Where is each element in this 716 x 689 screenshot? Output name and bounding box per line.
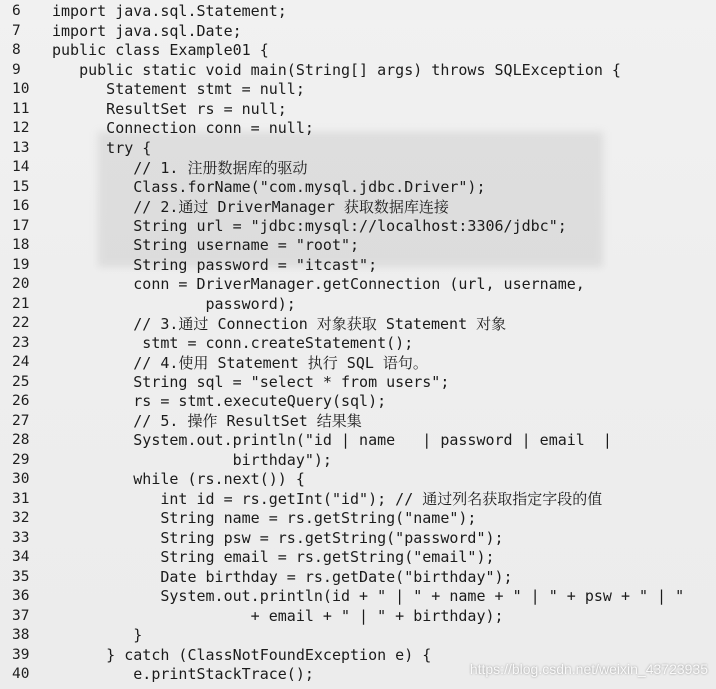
line-number: 28 [12,432,30,448]
code-text: String name = rs.getString("name"); [52,509,477,527]
line-number: 17 [12,217,30,234]
line-number: 20 [12,276,30,292]
line-number: 30 [12,471,30,487]
line-number: 35 [12,568,30,585]
line-number: 39 [12,646,30,663]
code-text: stmt = conn.createStatement(); [52,333,414,352]
code-text: Date birthday = rs.getDate("birthday"); [52,567,513,586]
line-number: 25 [12,373,30,390]
line-number: 14 [12,159,30,175]
line-number: 21 [12,295,30,312]
code-text: import java.sql.Date; [52,21,242,40]
code-text: ResultSet rs = null; [52,99,287,118]
line-number: 24 [12,354,30,370]
line-number: 38 [12,627,30,643]
code-text: e.printStackTrace(); [52,665,314,683]
line-number: 32 [12,510,30,526]
line-number: 29 [12,451,30,468]
line-number: 23 [12,334,30,351]
line-number: 12 [12,120,30,136]
code-text: // 3.通过 Connection 对象获取 Statement 对象 [52,314,507,333]
line-number: 26 [12,393,30,409]
line-number: 15 [12,178,30,195]
line-number: 19 [12,256,30,273]
line-number: 22 [12,315,30,331]
code-text: password); [52,294,296,313]
code-text: String psw = rs.getString("password"); [52,528,504,547]
code-text: conn = DriverManager.getConnection (url, username, [52,275,585,293]
code-text: birthday"); [52,450,332,469]
line-number: 36 [12,588,30,604]
line-number: 7 [12,22,21,39]
line-number: 13 [12,139,30,156]
line-number: 27 [12,412,30,429]
code-text: System.out.println("id | name | password | email | [52,431,612,449]
line-number: 6 [12,3,21,19]
code-text: // 2.通过 DriverManager 获取数据库连接 [52,197,449,216]
code-text: while (rs.next()) { [52,470,305,488]
code-text: } catch (ClassNotFoundException e) { [52,645,432,664]
code-text: try { [52,138,152,157]
line-number: 40 [12,666,30,682]
code-text: // 4.使用 Statement 执行 SQL 语句。 [52,353,428,372]
code-text: + email + " | " + birthday); [52,606,504,625]
line-number: 16 [12,198,30,214]
line-number: 31 [12,490,30,507]
code-text: String url = "jdbc:mysql://localhost:3306/jdbc"; [52,216,567,235]
code-text: Connection conn = null; [52,119,314,137]
code-text: rs = stmt.executeQuery(sql); [52,392,387,410]
code-text: public static void main(String[] args) throws SQLException { [52,60,621,79]
watermark-url: https://blog.csdn.net/weixin_43723935 [469,661,708,677]
code-text: import java.sql.Statement; [52,2,287,20]
line-number: 37 [12,607,30,624]
line-number: 9 [12,61,21,78]
code-text: Class.forName("com.mysql.jdbc.Driver"); [52,177,486,196]
code-text: } [52,626,143,644]
code-text: Statement stmt = null; [52,80,305,98]
line-number: 33 [12,529,30,546]
code-text: // 5. 操作 ResultSet 结果集 [52,412,362,430]
code-text: System.out.println(id + " | " + name + " | " + psw + " | " [52,587,685,605]
code-text: int id = rs.getInt("id"); // 通过列名获取指定字段的值 [52,490,603,508]
code-text: String username = "root"; [52,236,360,254]
code-text: String email = rs.getString("email"); [52,548,495,566]
code-text: public class Example01 { [52,41,269,59]
line-number: 10 [12,81,30,97]
code-text: String sql = "select * from users"; [52,372,450,391]
line-number: 8 [12,42,21,58]
line-number: 11 [12,100,30,117]
line-number: 18 [12,237,30,253]
code-text: // 1. 注册数据库的驱动 [52,158,308,177]
code-text: String password = "itcast"; [52,255,378,274]
line-number: 34 [12,549,30,565]
